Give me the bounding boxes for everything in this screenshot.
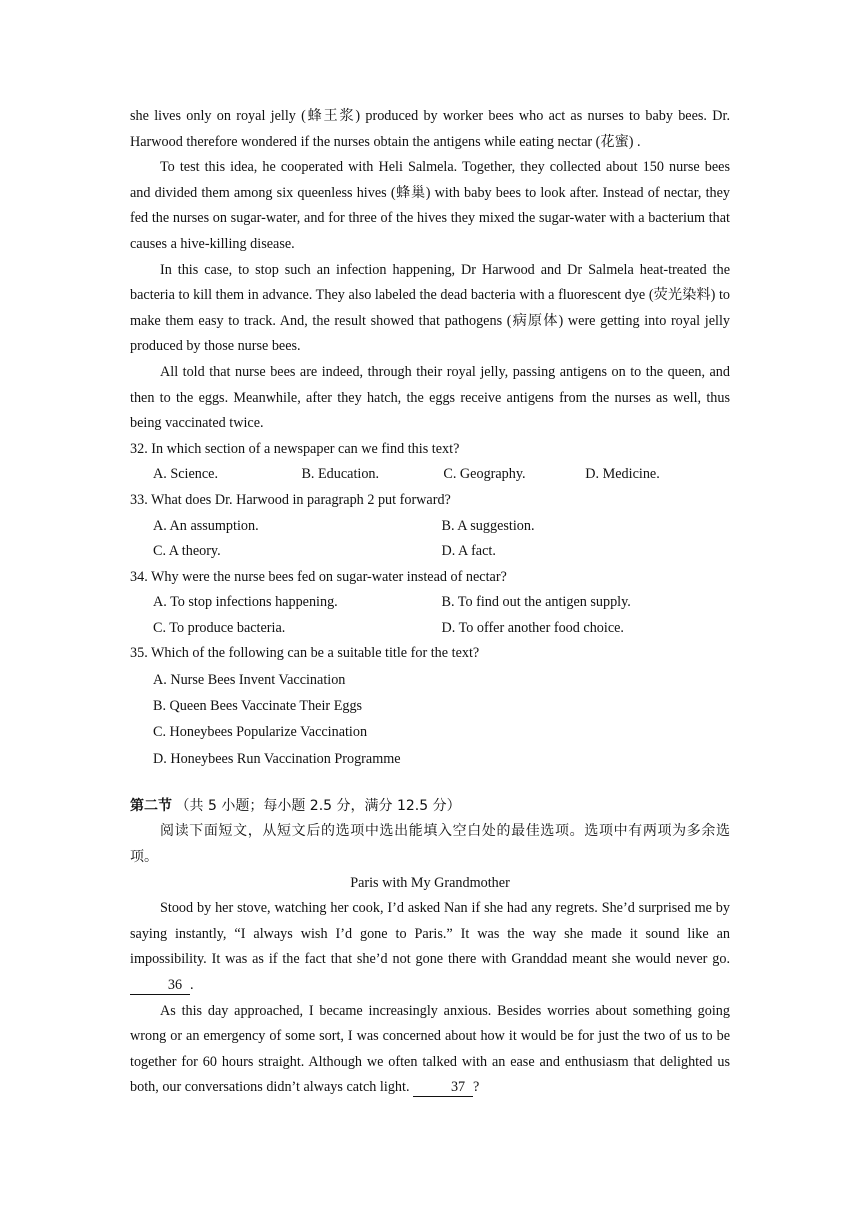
section-instruction: 阅读下面短文，从短文后的选项中选出能填入空白处的最佳选项。选项中有两项为多余选项。 <box>130 823 730 866</box>
option-d: D. To offer another food choice. <box>441 619 624 636</box>
question-34 <box>130 565 730 642</box>
option-d: D. A fact. <box>441 543 496 560</box>
question-35 <box>130 641 730 771</box>
section-scoring-note: （共 5 小题；每小题 2.5 分，满分 12.5 分） <box>175 797 461 814</box>
question-stem: 33. What does Dr. Harwood in paragraph 2 put forward? <box>130 491 451 508</box>
section-title: 第二节 <box>130 797 172 814</box>
question-stem: 35. Which of the following can be a suitable title for the text? <box>130 645 480 662</box>
option-b: B. Education. <box>301 466 380 483</box>
option-c: C. Honeybees Popularize Vaccination <box>153 724 368 741</box>
passage-paragraph-1: she lives only on royal jelly (蜂王浆) produced by worker bees who act as nurses to baby bees. Dr. Harwood therefore wondered if the nurses obtain the antigens while eating nectar (花蜜) . <box>130 108 730 150</box>
passage-paragraph <box>130 896 730 998</box>
paragraph-text: As this day approached, I became increasingly anxious. Besides worries about something going wrong or an emergency of some sort, I was concerned about how it would be for just the two of us to be together for 60 hours straight. Although we often talked with an ease and enthusiasm that delighted us both, our conversations didn’t always catch light. <box>130 1002 730 1096</box>
option-d: D. Honeybees Run Vaccination Programme <box>153 750 401 767</box>
option-d: D. Medicine. <box>585 466 660 483</box>
option-b: B. A suggestion. <box>441 517 535 534</box>
exam-page <box>130 104 730 1101</box>
question-options-row-2 <box>130 616 730 642</box>
question-options-row-1 <box>130 514 730 540</box>
question-options-row-1 <box>130 590 730 616</box>
question-options-row-2 <box>130 539 730 565</box>
paragraph-text: Stood by her stove, watching her cook, I’d asked Nan if she had any regrets. She’d surprised me by saying instantly, “I always wish I’d gone to Paris.” It was the way she made it sound like an impossibility. It was as if the fact that she’d not gone there with Granddad meant she would never go. <box>130 900 730 968</box>
option-c: C. To produce bacteria. <box>153 619 286 636</box>
option-a: A. An assumption. <box>153 517 259 534</box>
option-c: C. A theory. <box>153 543 221 560</box>
paragraph-end: ? <box>473 1079 480 1096</box>
question-options <box>130 462 730 488</box>
passage-paragraph <box>130 999 730 1101</box>
option-b: B. Queen Bees Vaccinate Their Eggs <box>153 698 363 715</box>
question-stem: 32. In which section of a newspaper can we find this text? <box>130 440 460 457</box>
option-a: A. Nurse Bees Invent Vaccination <box>153 672 346 689</box>
option-c: C. Geography. <box>443 466 526 483</box>
paragraph-end: . <box>190 977 194 994</box>
question-stem: 34. Why were the nurse bees fed on sugar-water instead of nectar? <box>130 568 507 585</box>
question-32 <box>130 437 730 488</box>
blank-37[interactable]: 37 <box>413 1078 473 1097</box>
passage-paragraph-2: To test this idea, he cooperated with Heli Salmela. Together, they collected about 150 nurse bees and divided them among six queenless hives (蜂巢) with baby bees to look after. Instead of nectar, they fed the nurses on sugar-water, and for three of the hives they mixed the sugar-water with a bacterium that causes a hive-killing disease. <box>130 159 730 252</box>
passage-paragraph-3: In this case, to stop such an infection happening, Dr Harwood and Dr Salmela heat-treated the bacteria to kill them in advance. They also labeled the dead bacteria with a fluorescent dye (荧光染料) to make them easy to track. And, the result showed that pathogens (病原体) were getting into royal jelly produced by those nurse bees. <box>130 261 730 355</box>
passage-paragraph-4: All told that nurse bees are indeed, through their royal jelly, passing antigens on to the queen, and then to the eggs. Meanwhile, after they hatch, the eggs receive antigens from the nurses as well, thus being vaccinated twice. <box>130 363 730 432</box>
passage-title: Paris with My Grandmother <box>350 874 510 891</box>
option-b: B. To find out the antigen supply. <box>441 594 631 611</box>
question-33 <box>130 488 730 565</box>
option-a: A. To stop infections happening. <box>153 594 338 611</box>
section-heading <box>130 794 730 820</box>
option-a: A. Science. <box>153 466 219 483</box>
blank-36[interactable]: 36 <box>130 976 190 995</box>
